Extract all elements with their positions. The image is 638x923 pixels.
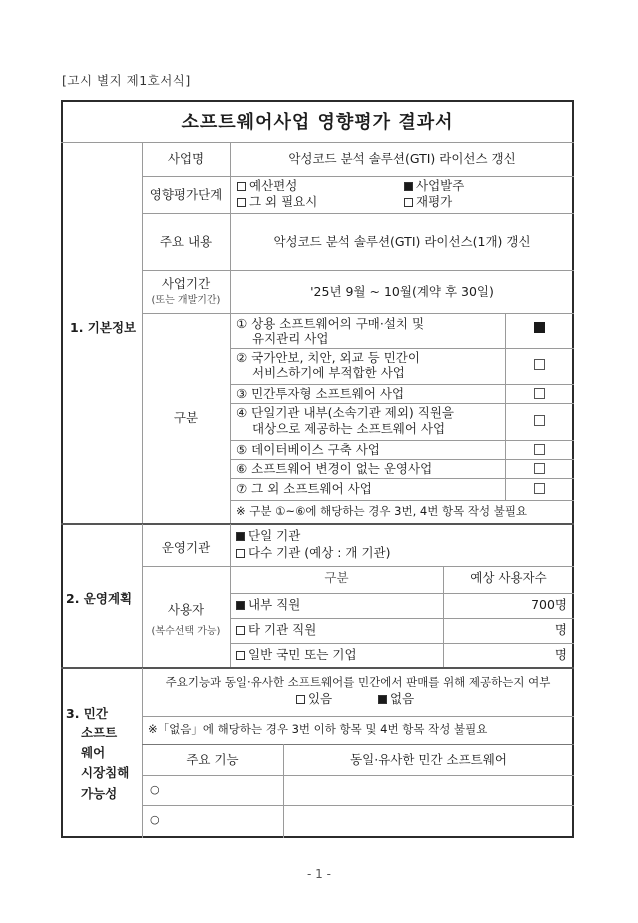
section3-label-line2: 소프트 bbox=[81, 725, 118, 740]
divider bbox=[230, 500, 574, 501]
stage-option-budget[interactable]: 예산편성 bbox=[237, 178, 297, 194]
col-similar-software: 동일·유사한 민간 소프트웨어 bbox=[350, 752, 507, 767]
document-title: 소프트웨어사업 영향평가 결과서 bbox=[181, 112, 454, 133]
category-item-3: ③ 민간투자형 소프트웨어 사업 bbox=[236, 386, 405, 401]
main-content-label: 주요 내용 bbox=[159, 234, 213, 249]
category-item-6: ⑥ 소프트웨어 변경이 없는 운영사업 bbox=[236, 461, 433, 476]
section1-label: 1. 기본정보 bbox=[70, 320, 137, 335]
divider bbox=[142, 270, 574, 271]
market-note: ※「없음」에 해당하는 경우 3번 이하 항목 및 4번 항목 작성 불필요 bbox=[148, 722, 488, 736]
category-note: ※ 구분 ①~⑥에 해당하는 경우 3번, 4번 항목 작성 불필요 bbox=[236, 504, 528, 518]
form-label: [고시 별지 제1호서식] bbox=[62, 73, 191, 88]
operator-option-multiple[interactable]: 다수 기관 (예상 : 개 기관) bbox=[236, 545, 391, 561]
checkbox-empty-icon[interactable] bbox=[534, 444, 545, 455]
divider bbox=[142, 176, 574, 177]
user-row-other-org[interactable]: 타 기관 직원 bbox=[236, 622, 316, 638]
section3-label-line1: 3. 민간 bbox=[66, 706, 108, 721]
category-item-1: ① 상용 소프트웨어의 구매·설치 및 bbox=[236, 316, 425, 331]
divider bbox=[230, 643, 574, 644]
checkbox-empty-icon[interactable] bbox=[534, 415, 545, 426]
user-count-internal: 700명 bbox=[531, 597, 567, 612]
project-name-label: 사업명 bbox=[167, 151, 205, 166]
stage-option-reeval[interactable]: 재평가 bbox=[404, 194, 452, 210]
divider bbox=[142, 313, 574, 314]
stage-label: 영향평가단계 bbox=[149, 187, 223, 202]
divider bbox=[230, 593, 574, 594]
divider bbox=[230, 618, 574, 619]
checkbox-empty-icon[interactable] bbox=[534, 359, 545, 370]
users-label: 사용자 bbox=[167, 602, 205, 617]
col-main-function: 주요 기능 bbox=[186, 752, 239, 767]
divider bbox=[142, 716, 574, 717]
operator-option-single[interactable]: 단일 기관 bbox=[236, 528, 300, 544]
checkbox-filled-icon bbox=[236, 532, 245, 541]
answer-no[interactable]: 없음 bbox=[378, 691, 414, 707]
answer-yes[interactable]: 있음 bbox=[296, 691, 332, 707]
section3-label-line5: 가능성 bbox=[81, 786, 118, 801]
stage-option-other[interactable]: 그 외 필요시 bbox=[237, 194, 317, 210]
users-sublabel: (복수선택 가능) bbox=[151, 626, 221, 637]
divider bbox=[230, 384, 574, 385]
category-item-2-line2: 서비스하기에 부적합한 사업 bbox=[252, 365, 405, 380]
checkbox-empty-icon bbox=[236, 626, 245, 635]
section-divider bbox=[61, 667, 574, 669]
category-item-4-line2: 대상으로 제공하는 소프트웨어 사업 bbox=[252, 421, 446, 436]
section3-label-line4: 시장침해 bbox=[81, 765, 130, 780]
operator-label: 운영기관 bbox=[161, 540, 211, 555]
divider bbox=[142, 744, 574, 745]
checkbox-empty-icon bbox=[296, 695, 305, 704]
divider bbox=[230, 478, 574, 479]
user-count-other-org: 명 bbox=[554, 622, 567, 637]
users-col-count: 예상 사용자수 bbox=[470, 570, 547, 585]
period-sublabel: (또는 개발기간) bbox=[151, 295, 221, 306]
checkbox-empty-icon bbox=[237, 198, 246, 207]
category-item-4: ④ 단일기관 내부(소속기관 제외) 직원을 bbox=[236, 405, 454, 420]
function-row-2[interactable]: ○ bbox=[150, 813, 160, 826]
user-row-public[interactable]: 일반 국민 또는 기업 bbox=[236, 647, 357, 663]
checkbox-filled-icon bbox=[404, 182, 413, 191]
divider bbox=[142, 213, 574, 214]
function-row-1[interactable]: ○ bbox=[150, 783, 160, 796]
divider bbox=[230, 459, 574, 460]
period-label: 사업기간 bbox=[161, 276, 211, 291]
user-row-internal[interactable]: 내부 직원 bbox=[236, 597, 300, 613]
users-col-category: 구분 bbox=[324, 570, 349, 585]
divider bbox=[142, 775, 574, 776]
checkbox-filled-icon[interactable] bbox=[534, 322, 545, 333]
divider bbox=[230, 524, 231, 667]
category-label: 구분 bbox=[173, 410, 199, 425]
main-content-value: 악성코드 분석 솔루션(GTI) 라이선스(1개) 갱신 bbox=[273, 234, 531, 249]
category-item-7: ⑦ 그 외 소프트웨어 사업 bbox=[236, 481, 372, 496]
project-name-value: 악성코드 분석 솔루션(GTI) 라이선스 갱신 bbox=[288, 151, 516, 166]
section2-label: 2. 운영계획 bbox=[66, 591, 133, 606]
divider bbox=[230, 348, 574, 349]
divider bbox=[505, 313, 506, 500]
checkbox-empty-icon bbox=[237, 182, 246, 191]
divider bbox=[142, 805, 574, 806]
divider bbox=[142, 566, 574, 567]
checkbox-empty-icon bbox=[236, 651, 245, 660]
checkbox-filled-icon bbox=[378, 695, 387, 704]
category-item-1-line2: 유지관리 사업 bbox=[252, 331, 329, 346]
section3-label-line3: 웨어 bbox=[81, 745, 106, 760]
user-count-public: 명 bbox=[554, 647, 567, 662]
divider bbox=[230, 142, 231, 524]
section-divider bbox=[61, 523, 574, 525]
checkbox-empty-icon[interactable] bbox=[534, 483, 545, 494]
category-item-5: ⑤ 데이터베이스 구축 사업 bbox=[236, 442, 380, 457]
market-question: 주요기능과 동일·유사한 소프트웨어를 민간에서 판매를 위해 제공하는지 여부 bbox=[165, 675, 551, 689]
divider bbox=[61, 142, 574, 143]
checkbox-empty-icon[interactable] bbox=[534, 463, 545, 474]
checkbox-empty-icon bbox=[236, 549, 245, 558]
checkbox-filled-icon bbox=[236, 601, 245, 610]
category-item-2: ② 국가안보, 치안, 외교 등 민간이 bbox=[236, 350, 420, 365]
stage-option-order[interactable]: 사업발주 bbox=[404, 178, 464, 194]
checkbox-empty-icon[interactable] bbox=[534, 388, 545, 399]
divider bbox=[230, 440, 574, 441]
page-number: - 1 - bbox=[307, 867, 331, 881]
period-value: '25년 9월 ~ 10월(계약 후 30일) bbox=[310, 284, 494, 299]
checkbox-empty-icon bbox=[404, 198, 413, 207]
divider bbox=[230, 403, 574, 404]
